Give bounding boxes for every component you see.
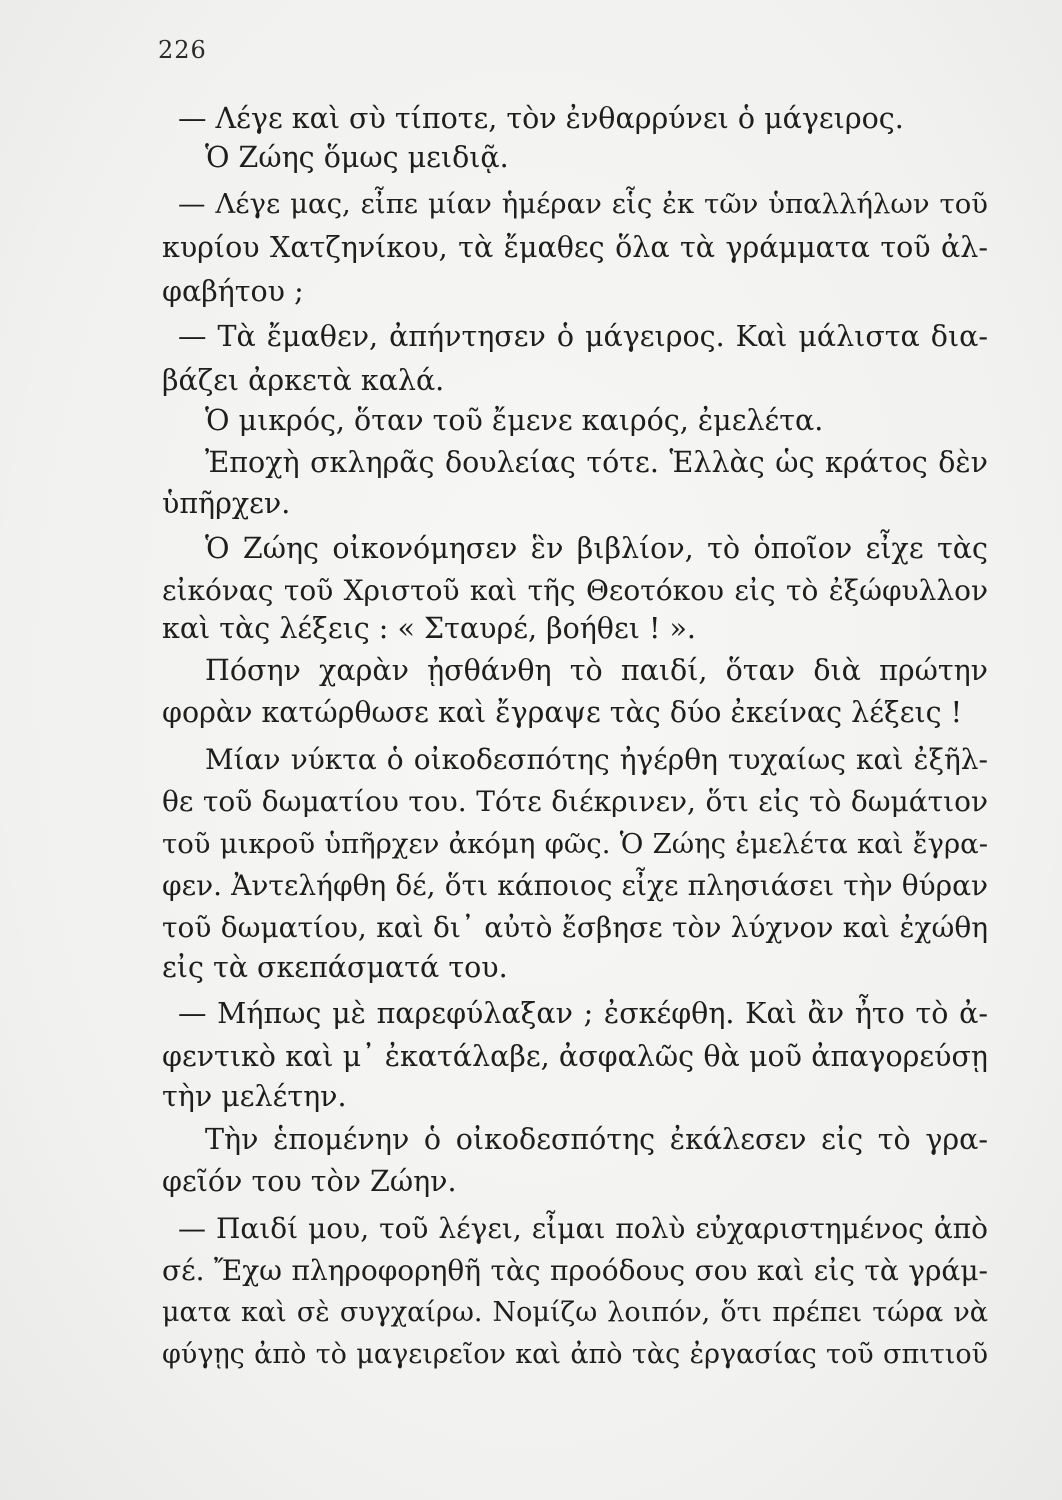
text-line: τοῦ δωματίου, καὶ δι᾽ αὐτὸ ἔσβησε τὸν λύχνον καὶ ἐχώθη <box>162 911 988 944</box>
text-line: Τὴν ἑπομένην ὁ οἰκοδεσπότης ἐκάλεσεν εἰς τὸ γρα- <box>205 1123 988 1156</box>
text-line: φορὰν κατώρθωσε καὶ ἔγραψε τὰς δύο ἐκείνας λέξεις ! <box>162 696 963 729</box>
text-line: Ὁ Ζώης οἰκονόμησεν ἓν βιβλίον, τὸ ὁποῖον εἶχε τὰς <box>205 532 988 565</box>
text-line: φεν. Ἀντελήφθη δέ, ὅτι κάποιος εἶχε πλησιάσει τὴν θύραν <box>162 869 988 902</box>
text-line: φύγῃς ἀπὸ τὸ μαγειρεῖον καὶ ἀπὸ τὰς ἐργασίας τοῦ σπιτιοῦ <box>162 1339 988 1370</box>
text-line: Ἐποχὴ σκληρᾶς δουλείας τότε. Ἑλλὰς ὡς κράτος δὲν <box>205 446 988 479</box>
text-line: φεντικὸ καὶ μ᾽ ἐκατάλαβε, ἀσφαλῶς θὰ μοῦ ἀπαγορεύσῃ <box>162 1040 988 1073</box>
page-number: 226 <box>158 36 207 64</box>
text-line: Ὁ μικρός, ὅταν τοῦ ἔμενε καιρός, ἐμελέτα. <box>205 404 824 437</box>
text-line: εἰκόνας τοῦ Χριστοῦ καὶ τῆς Θεοτόκου εἰς τὸ ἐξώφυλλον <box>162 574 988 607</box>
text-line: εἰς τὰ σκεπάσματά του. <box>162 951 508 984</box>
text-line: βάζει ἀρκετὰ καλά. <box>162 364 445 397</box>
text-line: θε τοῦ δωματίου του. Τότε διέκρινεν, ὅτι εἰς τὸ δωμάτιον <box>162 785 988 818</box>
text-line: κυρίου Χατζηνίκου, τὰ ἔμαθες ὅλα τὰ γράμματα τοῦ ἀλ- <box>162 231 988 264</box>
text-line: — Τὰ ἔμαθεν, ἀπήντησεν ὁ μάγειρος. Καὶ μάλιστα δια- <box>178 320 988 353</box>
text-line: καὶ τὰς λέξεις : « Σταυρέ, βοήθει ! ». <box>162 612 696 645</box>
text-line: Μίαν νύκτα ὁ οἰκοδεσπότης ἠγέρθη τυχαίως καὶ ἐξῆλ- <box>205 743 988 776</box>
text-line: Πόσην χαρὰν ᾐσθάνθη τὸ παιδί, ὅταν διὰ πρώτην <box>205 654 988 687</box>
text-line: — Μήπως μὲ παρεφύλαξαν ; ἐσκέφθη. Καὶ ἂν ἦτο τὸ ἀ- <box>178 997 988 1030</box>
text-line: φαβήτου ; <box>162 275 304 308</box>
text-line: φεῖόν του τὸν Ζώην. <box>162 1165 457 1198</box>
text-line: ματα καὶ σὲ συγχαίρω. Νομίζω λοιπόν, ὅτι πρέπει τώρα νὰ <box>162 1297 988 1328</box>
text-line: τὴν μελέτην. <box>162 1080 347 1113</box>
text-line: — Λέγε μας, εἶπε μίαν ἡμέραν εἷς ἐκ τῶν ὑπαλλήλων τοῦ <box>178 188 988 220</box>
text-line: τοῦ μικροῦ ὑπῆρχεν ἀκόμη φῶς. Ὁ Ζώης ἐμελέτα καὶ ἔγρα- <box>162 828 988 860</box>
text-line: Ὁ Ζώης ὅμως μειδιᾷ. <box>205 141 509 174</box>
text-line: ὑπῆρχεν. <box>162 487 291 520</box>
text-line: σέ. Ἔχω πληροφορηθῆ τὰς προόδους σου καὶ εἰς τὰ γράμ- <box>162 1254 988 1287</box>
text-line: — Λέγε καὶ σὺ τίποτε, τὸν ἐνθαρρύνει ὁ μάγειρος. <box>178 102 904 135</box>
text-line: — Παιδί μου, τοῦ λέγει, εἶμαι πολὺ εὐχαριστημένος ἀπὸ <box>178 1212 988 1245</box>
